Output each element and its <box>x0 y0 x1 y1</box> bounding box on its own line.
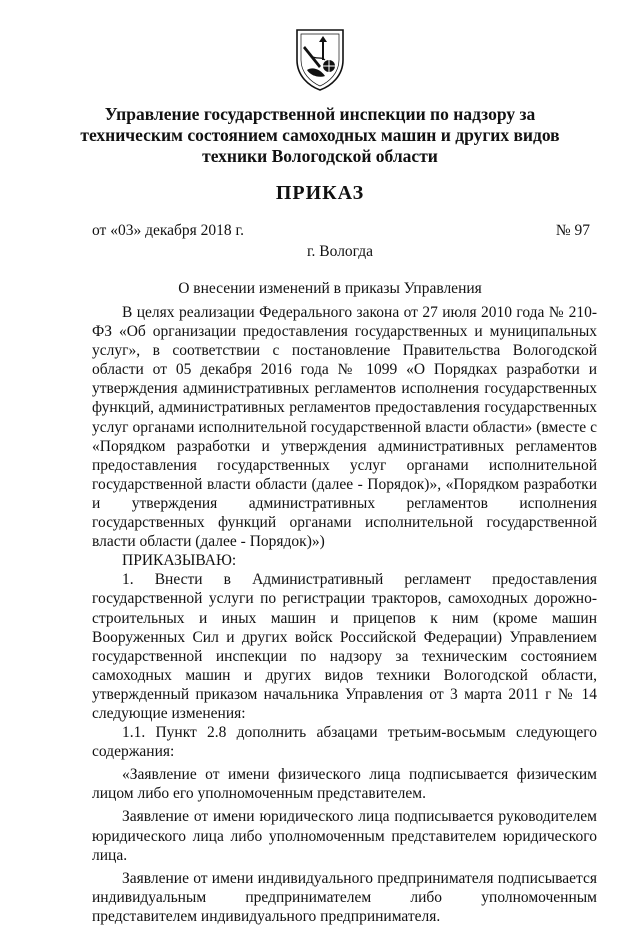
order-word: ПРИКАЗЫВАЮ: <box>122 552 237 570</box>
order-city: г. Вологда <box>306 243 374 260</box>
order-subject: О внесении изменений в приказы Управления <box>178 280 482 297</box>
document-type: ПРИКАЗ <box>275 182 365 204</box>
coat-of-arms-icon <box>291 26 349 92</box>
quote-paragraph-3: Заявление от имени индивидуального предпринимателя подписывается индивидуальным предпринимателем либо уполномоченным представителем индивидуального предпринимателя. <box>92 869 597 925</box>
order-body <box>92 303 597 926</box>
order-date: от «03» декабря 2018 г. <box>92 222 245 239</box>
item-1-paragraph: 1. Внести в Административный регламент предоставления государственной услуги по регистрации тракторов, самоходных дорожно-строительных и иных машин и прицепов к ним (кроме машин Вооруженных Сил и других войск Российской Федерации) Управлением государственной инспекции по надзору за техническим состоянием самоходных машин и других видов техники Вологодской области, утвержденный приказом начальника Управления от 3 марта 2011 г № 14 следующие изменения: <box>92 571 597 722</box>
quote-paragraph-2: Заявление от имени юридического лица подписывается руководителем юридического лица либо уполномоченным представителем юридического лица. <box>92 808 597 864</box>
quote-paragraph-1: «Заявление от имени физического лица подписывается физическим лицом либо его уполномоченным представителем. <box>92 766 597 803</box>
preamble-paragraph: В целях реализации Федерального закона от 27 июля 2010 года № 210-ФЗ «Об организации предоставления государственных и муниципальных услуг», в соответствии с постановление Правительства Вологодской области от 05 декабря 2016 года № 1099 «О Порядках разработки и утверждения административных регламентов исполнения государственных функций, административных регламентов предоставления государственных услуг органами исполнительной государственной власти области» (вместе с «Порядком разработки и утверждения административных регламентов предоставления государственных услуг органами исполнительной государственной власти области (далее - Порядок)», «Порядком разработки и утверждения административных регламентов исполнения государственных функций органами исполнительной государственной власти области (далее - Порядок)») <box>92 304 597 551</box>
order-number: № 97 <box>555 222 590 239</box>
item-1-1-paragraph: 1.1. Пункт 2.8 дополнить абзацами третьим-восьмым следующего содержания: <box>92 724 597 761</box>
organization-name: Управление государственной инспекции по надзору за техническим состоянием самоходных машин и других видов техники Вологодской области <box>80 104 560 166</box>
